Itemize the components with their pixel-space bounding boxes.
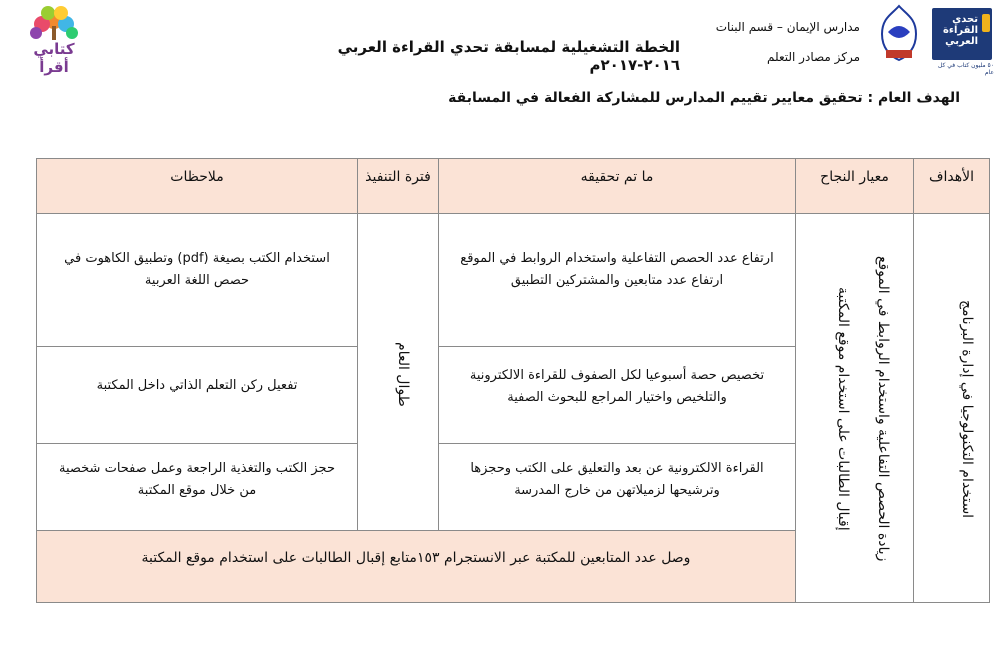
header-criteria bbox=[795, 158, 914, 214]
period-cell bbox=[357, 213, 439, 531]
logo-left-text: كتابي أقرأ bbox=[33, 40, 75, 76]
objective-text: استخدام التكنولوجيا في إدارة البرنامج bbox=[959, 299, 975, 519]
school-name: مدارس الإيمان – قسم البنات bbox=[715, 20, 860, 34]
row2-notes bbox=[36, 346, 358, 444]
row2-achieved-text: تخصيص حصة أسبوعيا لكل الصفوف للقراءة الالكترونية والتلخيص واختيار المراجع للبحوث الصفية bbox=[469, 368, 765, 405]
row1-notes-text: استخدام الكتب بصيغة (pdf) وتطبيق الكاهوت في حصص اللغة العربية bbox=[64, 251, 330, 288]
header-criteria-label: معيار النجاح bbox=[820, 169, 889, 185]
header-notes-label: ملاحظات bbox=[170, 169, 224, 185]
row2-notes-text: تفعيل ركن التعلم الذاتي داخل المكتبة bbox=[96, 378, 298, 393]
challenge-logo-text: تحدي القراءة العربي bbox=[942, 14, 978, 47]
header-objectives-label: الأهداف bbox=[928, 169, 974, 185]
key-icon bbox=[982, 14, 990, 32]
row2-achieved bbox=[438, 346, 796, 444]
row1-achieved bbox=[438, 213, 796, 347]
general-goal: الهدف العام : تحقيق معايير تقييم المدارس للمشاركة الفعالة في المسابقة bbox=[448, 90, 960, 106]
row3-achieved bbox=[438, 443, 796, 531]
header-notes bbox=[36, 158, 358, 214]
learning-center: مركز مصادر التعلم bbox=[767, 50, 860, 64]
header-objectives bbox=[913, 158, 990, 214]
criteria-cell bbox=[795, 213, 914, 603]
header-period bbox=[357, 158, 439, 214]
row1-notes bbox=[36, 213, 358, 347]
row3-achieved-text: القراءة الالكترونية عن بعد والتعليق على الكتب وحجزها وترشيحها لزميلاتهن من خارج المدرسة bbox=[470, 461, 764, 498]
challenge-tagline: ٥٠ مليون كتاب في كل عام bbox=[937, 62, 994, 76]
header-period-label: فترة التنفيذ bbox=[365, 169, 431, 185]
page-title: الخطة التشغيلية لمسابقة تحدي القراءة العربي ٢٠١٦-٢٠١٧م bbox=[337, 38, 680, 74]
summary-cell bbox=[36, 530, 796, 603]
row3-notes bbox=[36, 443, 358, 531]
criteria-text-1: زيادة الحصص التفاعلية واستخدام الروابط في الموقع bbox=[875, 256, 891, 562]
row1-achieved-text: ارتفاع عدد الحصص التفاعلية واستخدام الروابط في الموقع ارتفاع عدد متابعين والمشتركين التطبيق bbox=[460, 251, 774, 288]
summary-text: وصل عدد المتابعين للمكتبة عبر الانستجرام ١٥٣متابع إقبال الطالبات على استخدام موقع المكتبة bbox=[141, 550, 691, 566]
criteria-text-2: إقبال الطالبات على استخدام موقع المكتبة bbox=[835, 287, 851, 531]
header-achieved-label: ما تم تحقيقه bbox=[580, 169, 654, 185]
objective-cell bbox=[913, 213, 990, 603]
school-emblem-logo bbox=[876, 4, 922, 64]
period-text: طوال العام bbox=[395, 341, 411, 407]
header-achieved bbox=[438, 158, 796, 214]
row3-notes-text: حجز الكتب والتغذية الراجعة وعمل صفحات شخصية من خلال موقع المكتبة bbox=[59, 461, 335, 498]
